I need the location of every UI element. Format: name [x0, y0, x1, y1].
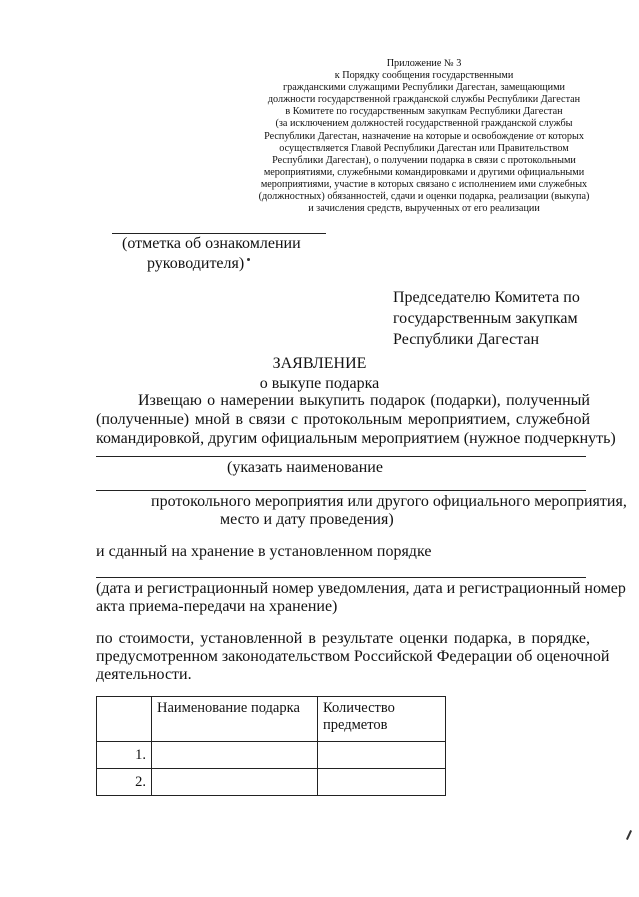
scan-speck	[247, 258, 250, 261]
appendix-line: должности государственной гражданской службы Республики Дагестан	[267, 94, 581, 106]
table-header-cell	[97, 697, 152, 742]
appendix-line: и зачисления средств, вырученных от его реализации	[308, 203, 540, 215]
paragraph1-line: Извещаю о намерении выкупить подарок (подарки), полученный	[138, 392, 590, 409]
document-title: ЗАЯВЛЕНИЕ	[272, 355, 367, 372]
appendix-line: Республики Дагестан, назначение на которые и освобождение от которых	[264, 130, 584, 142]
acknowledgement-label: руководителя)	[147, 255, 245, 272]
paragraph1-line: (полученные) мной в связи с протокольным мероприятием, служебной	[96, 411, 590, 428]
table-header-row	[97, 697, 446, 742]
table-header-cell: Наименование подарка	[152, 697, 318, 742]
scan-mark	[626, 830, 632, 840]
gift-name-cell[interactable]	[152, 769, 318, 796]
addressee-line: государственным закупкам	[393, 310, 578, 327]
hint-event-label: протокольного мероприятия или другого официального мероприятия,	[151, 493, 627, 510]
acknowledgement-label: (отметка об ознакомлении	[122, 235, 301, 252]
hint-event-label: место и дату проведения)	[220, 511, 394, 528]
appendix-line: осуществляется Главой Республики Дагестан или Правительством	[279, 142, 569, 154]
hint-date-label: (дата и регистрационный номер уведомления, дата и регистрационный номер	[96, 580, 626, 597]
gift-name-line[interactable]	[96, 456, 586, 457]
hint-date-label: акта приема-передачи на хранение)	[96, 598, 338, 615]
addressee-line: Председателю Комитета по	[393, 289, 580, 306]
appendix-header	[230, 58, 618, 215]
addressee-line: Республики Дагестан	[393, 331, 540, 348]
gift-quantity-cell[interactable]	[318, 742, 446, 769]
hint-name-label: (указать наименование	[227, 459, 383, 476]
paragraph2-line: предусмотренном законодательством Российской Федерации об оценочной	[96, 648, 610, 665]
appendix-line: (за исключением должностей государственной гражданской службы	[275, 118, 573, 130]
table-header-cell: Количество предметов	[318, 697, 446, 742]
gift-quantity-cell[interactable]	[318, 769, 446, 796]
storage-text: и сданный на хранение в установленном порядке	[96, 543, 432, 560]
notification-line[interactable]	[96, 577, 586, 578]
gifts-table	[96, 696, 446, 796]
table-row	[97, 769, 446, 796]
gift-name-cell[interactable]	[152, 742, 318, 769]
row-number: 1.	[97, 742, 152, 769]
document-subtitle: о выкупе подарка	[259, 375, 380, 392]
paragraph2-line: деятельности.	[96, 666, 192, 683]
paragraph2-line: по стоимости, установленной в результате оценки подарка, в порядке,	[96, 630, 590, 647]
appendix-line: гражданскими служащими Республики Дагестан, замещающими	[282, 82, 566, 94]
appendix-line: мероприятиями, участие в которых связано с исполнением ими служебных	[260, 178, 588, 190]
row-number: 2.	[97, 769, 152, 796]
appendix-line: Республики Дагестан), о получении подарка в связи с протокольными	[272, 154, 576, 166]
paragraph1-line: командировкой, другим официальным мероприятием (нужное подчеркнуть)	[96, 430, 616, 447]
acknowledgement-line	[112, 233, 326, 234]
appendix-line: (должностных) обязанностей, сдачи и оценки подарка, реализации (выкупа)	[258, 191, 590, 203]
appendix-line: в Комитете по государственным закупкам Республики Дагестан	[285, 106, 563, 118]
appendix-line: к Порядку сообщения государственными	[334, 70, 514, 82]
event-line[interactable]	[96, 490, 586, 491]
table-row	[97, 742, 446, 769]
addressee-block	[393, 287, 580, 350]
appendix-line: Приложение № 3	[386, 58, 462, 69]
appendix-line: мероприятиями, служебными командировками и другими официальными	[263, 166, 585, 178]
